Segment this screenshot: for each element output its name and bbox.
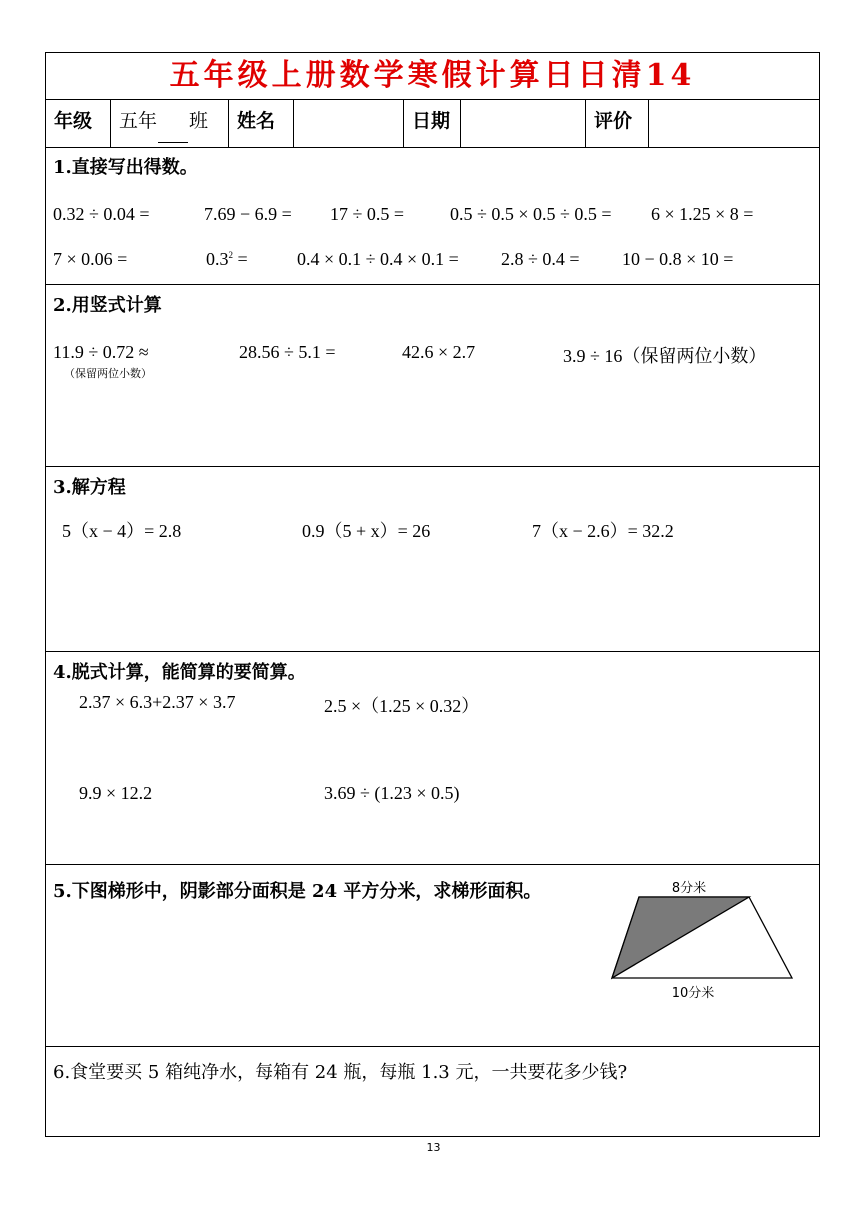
section3-heading: 3.解方程 [53,477,126,498]
date-label: 日期 [404,99,461,147]
name-label: 姓名 [229,99,294,147]
worksheet [45,52,820,1137]
oral-item: 7 × 0.06 = [53,249,128,269]
oral-item: 10 − 0.8 × 10 = [622,249,734,269]
top-base-label: 8分米 [671,881,707,896]
oral-item: 0.4 × 0.1 ÷ 0.4 × 0.1 = [297,249,459,269]
stepwise-item: 2.5 ×（1.25 × 0.32） [324,696,480,716]
class-field[interactable] [111,99,229,147]
section2-heading: 2.用竖式计算 [53,295,162,316]
eval-field[interactable] [649,99,819,147]
oral-item: 7.69 − 6.9 = [204,204,292,224]
oral-item-square: $0.3^2$ = [206,249,248,269]
section1-heading: 1.直接写出得数。 [53,157,198,178]
equation-item: 5（x − 4）= 2.8 [62,521,182,541]
oral-item: 0.32 ÷ 0.04 = [53,204,150,224]
section5-heading: 5.下图梯形中，阴影部分面积是 24 平方分米，求梯形面积。 [53,881,542,902]
vertical-item: 42.6 × 2.7 [402,342,476,362]
rounding-note: （保留两位小数） [64,367,152,380]
section-vertical-calc [46,285,819,467]
stepwise-item: 9.9 × 12.2 [79,783,153,803]
vertical-item: 11.9 ÷ 0.72 ≈ [53,342,149,362]
oral-item: 2.8 ÷ 0.4 = [501,249,580,269]
class-suffix: 班 [189,110,209,132]
section4-heading: 4.脱式计算，能简算的要简算。 [53,662,306,683]
section-oral-calc [46,147,819,285]
oral-item: 0.5 ÷ 0.5 × 0.5 ÷ 0.5 = [450,204,612,224]
section-word-problem [46,1047,819,1138]
stepwise-item: 2.37 × 6.3+2.37 × 3.7 [79,692,236,712]
section-stepwise-calc [46,652,819,865]
class-prefix: 五年 [119,110,158,132]
vertical-item: 3.9 ÷ 16（保留两位小数） [563,346,767,366]
section-trapezoid [46,865,819,1047]
grade-label: 年级 [46,99,111,147]
stepwise-item: 3.69 ÷ (1.23 × 0.5) [324,783,460,803]
bottom-base-label: 10分米 [671,986,715,1001]
worksheet-title: 五年级上册数学寒假计算日日清14 [46,53,819,100]
vertical-item: 28.56 ÷ 5.1 = [239,342,336,362]
equation-item: 7（x − 2.6）= 32.2 [532,521,674,541]
shaded-triangle [612,897,749,978]
oral-item: 17 ÷ 0.5 = [330,204,405,224]
oral-item: 6 × 1.25 × 8 = [651,204,754,224]
eval-label: 评价 [586,99,649,147]
equation-item: 0.9（5 + x）= 26 [302,521,431,541]
info-row [46,99,819,148]
trapezoid-figure [606,879,801,1009]
name-field[interactable] [294,99,404,147]
section-equations [46,467,819,652]
class-blank[interactable] [158,126,188,143]
page-number: 13 [426,1141,441,1154]
date-field[interactable] [461,99,586,147]
section6-heading: 6.食堂要买 5 箱纯净水，每箱有 24 瓶，每瓶 1.3 元，一共要花多少钱? [53,1062,628,1083]
